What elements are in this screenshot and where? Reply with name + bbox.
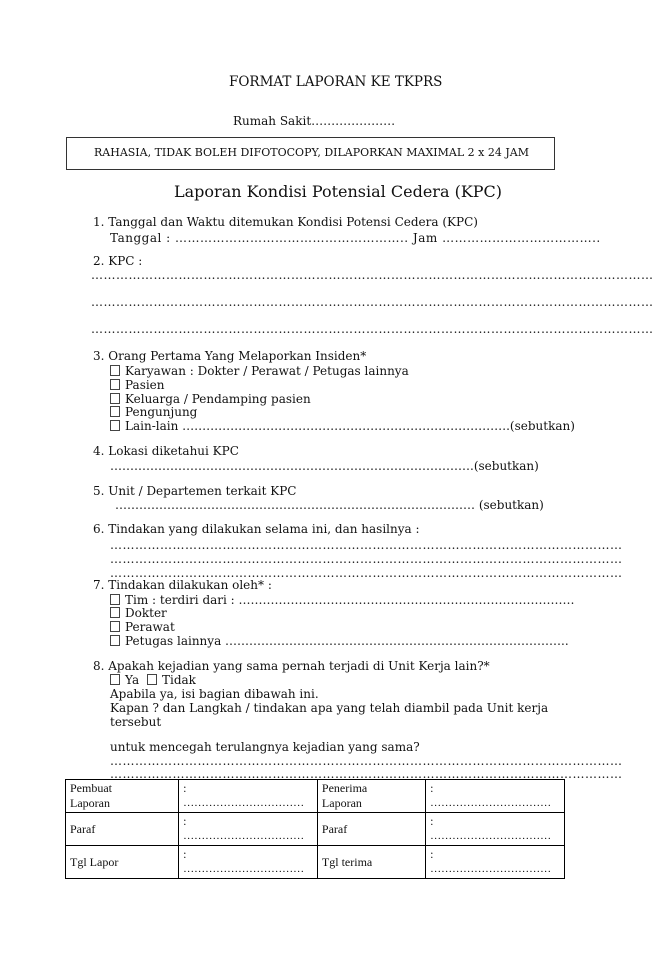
receiver-paraf-field[interactable] — [426, 813, 565, 846]
answer-line-1[interactable]: …………………………………………………………………………………………………………… — [110, 754, 623, 768]
report-date-field[interactable] — [179, 846, 318, 879]
no-label: Tidak — [161, 673, 196, 687]
checkbox-icon[interactable] — [110, 406, 120, 417]
yes-label: Ya — [125, 673, 140, 687]
colon: : — [430, 781, 434, 795]
confidential-text: RAHASIA, TIDAK BOLEH DIFOTOCOPY, DILAPORKAN MAXIMAL 2 x 24 JAM — [94, 146, 529, 159]
receive-date-label: Tgl terima — [317, 846, 425, 879]
option-label: Keluarga / Pendamping pasien — [125, 392, 311, 406]
section-6-label: 6. Tindakan yang dilakukan selama ini, dan hasilnya : — [93, 522, 420, 536]
action-line-1[interactable]: …………………………………………………………………………………………………………… — [110, 538, 623, 552]
reporter-option-other[interactable] — [110, 419, 575, 434]
dots: …………………………… — [183, 863, 305, 875]
answer-line-2[interactable]: …………………………………………………………………………………………………………… — [110, 767, 623, 781]
hospital-name: Rumah Sakit………………… — [233, 114, 396, 128]
dots: …………………………… — [183, 797, 305, 809]
section-8-label: 8. Apakah kejadian yang sama pernah terjadi di Unit Kerja lain?* — [93, 659, 490, 673]
label-text: Pembuat — [70, 781, 112, 795]
colon: : — [430, 847, 434, 861]
maker-label — [66, 780, 179, 813]
checkbox-icon[interactable] — [110, 674, 120, 685]
reporter-option-staff[interactable] — [110, 364, 409, 379]
checkbox-icon[interactable] — [110, 420, 120, 431]
checkbox-icon[interactable] — [110, 594, 120, 605]
section-7-label: 7. Tindakan dilakukan oleh* : — [93, 578, 272, 592]
receiver-paraf-label: Paraf — [317, 813, 425, 846]
option-label: Pasien — [125, 378, 165, 392]
question-line-c: untuk mencegah terulangnya kejadian yang sama? — [110, 740, 420, 754]
table-row — [66, 780, 565, 813]
colon: : — [183, 814, 187, 828]
receive-date-field[interactable] — [426, 846, 565, 879]
if-yes-note: Apabila ya, isi bagian dibawah ini. — [110, 687, 319, 701]
report-title: Laporan Kondisi Potensial Cedera (KPC) — [174, 182, 503, 201]
same-incident-choice[interactable] — [110, 673, 196, 688]
dots: …………………………… — [430, 797, 552, 809]
reporter-option-visitor[interactable] — [110, 405, 197, 420]
confidential-banner — [66, 137, 555, 170]
label-text: Laporan — [70, 796, 110, 810]
maker-paraf-field[interactable] — [179, 813, 318, 846]
date-time-field[interactable]: Tanggal : ……………………………………………….. Jam ……………………………….. — [110, 231, 601, 245]
option-label: Tim : terdiri dari : ………………………………………………………………………… — [125, 593, 575, 607]
kpc-line-3[interactable]: ……………………………………………………………………………………………………………………… — [91, 322, 654, 336]
actor-option-doctor[interactable] — [110, 606, 167, 621]
table-row — [66, 846, 565, 879]
option-label: Karyawan : Dokter / Perawat / Petugas lainnya — [125, 364, 409, 378]
report-date-label: Tgl Lapor — [66, 846, 179, 879]
kpc-line-2[interactable]: ……………………………………………………………………………………………………………………… — [91, 295, 654, 309]
checkbox-icon[interactable] — [110, 621, 120, 632]
receiver-field[interactable] — [426, 780, 565, 813]
question-line-a: Kapan ? dan Langkah / tindakan apa yang telah diambil pada Unit kerja — [110, 701, 549, 715]
option-label: Dokter — [125, 606, 167, 620]
form-title: FORMAT LAPORAN KE TKPRS — [229, 74, 443, 90]
table-row — [66, 813, 565, 846]
checkbox-icon[interactable] — [110, 365, 120, 376]
action-line-2[interactable]: …………………………………………………………………………………………………………… — [110, 552, 623, 566]
reporter-option-patient[interactable] — [110, 378, 165, 393]
actor-option-other-staff[interactable] — [110, 634, 569, 649]
maker-field[interactable] — [179, 780, 318, 813]
question-line-b: tersebut — [110, 715, 162, 729]
kpc-line-1[interactable]: ……………………………………………………………………………………………………………………… — [91, 268, 654, 282]
option-label: Perawat — [125, 620, 175, 634]
maker-paraf-label: Paraf — [66, 813, 179, 846]
section-5-label: 5. Unit / Departemen terkait KPC — [93, 484, 297, 498]
location-field[interactable]: ……………………………………………………………………………….(sebutkan) — [110, 459, 539, 473]
actor-option-nurse[interactable] — [110, 620, 175, 635]
section-3-label: 3. Orang Pertama Yang Melaporkan Insiden* — [93, 349, 367, 363]
action-line-3[interactable]: …………………………………………………………………………………………………………… — [110, 566, 623, 580]
actor-option-team[interactable] — [110, 593, 575, 608]
dots: …………………………… — [430, 830, 552, 842]
colon: : — [183, 847, 187, 861]
checkbox-icon[interactable] — [110, 635, 120, 646]
unit-field[interactable]: ……………………………………………………………………………… (sebutkan) — [115, 498, 544, 512]
option-label: Lain-lain ……………………………………………………………………….(sebutkan) — [125, 419, 575, 433]
signature-table — [65, 779, 565, 879]
dots: …………………………… — [430, 863, 552, 875]
checkbox-icon[interactable] — [147, 674, 157, 685]
dots: …………………………… — [183, 830, 305, 842]
section-4-label: 4. Lokasi diketahui KPC — [93, 444, 239, 458]
label-text: Laporan — [321, 796, 362, 810]
receiver-label — [317, 780, 425, 813]
checkbox-icon[interactable] — [110, 393, 120, 404]
option-label: Pengunjung — [125, 405, 198, 419]
label-text: Penerima — [321, 781, 368, 795]
option-label: Petugas lainnya ………………………………………………………………………….. — [125, 634, 569, 648]
checkbox-icon[interactable] — [110, 607, 120, 618]
colon: : — [430, 814, 434, 828]
section-1-label: 1. Tanggal dan Waktu ditemukan Kondisi Potensi Cedera (KPC) — [93, 215, 478, 229]
checkbox-icon[interactable] — [110, 379, 120, 390]
section-2-label: 2. KPC : — [93, 254, 143, 268]
colon: : — [183, 781, 187, 795]
